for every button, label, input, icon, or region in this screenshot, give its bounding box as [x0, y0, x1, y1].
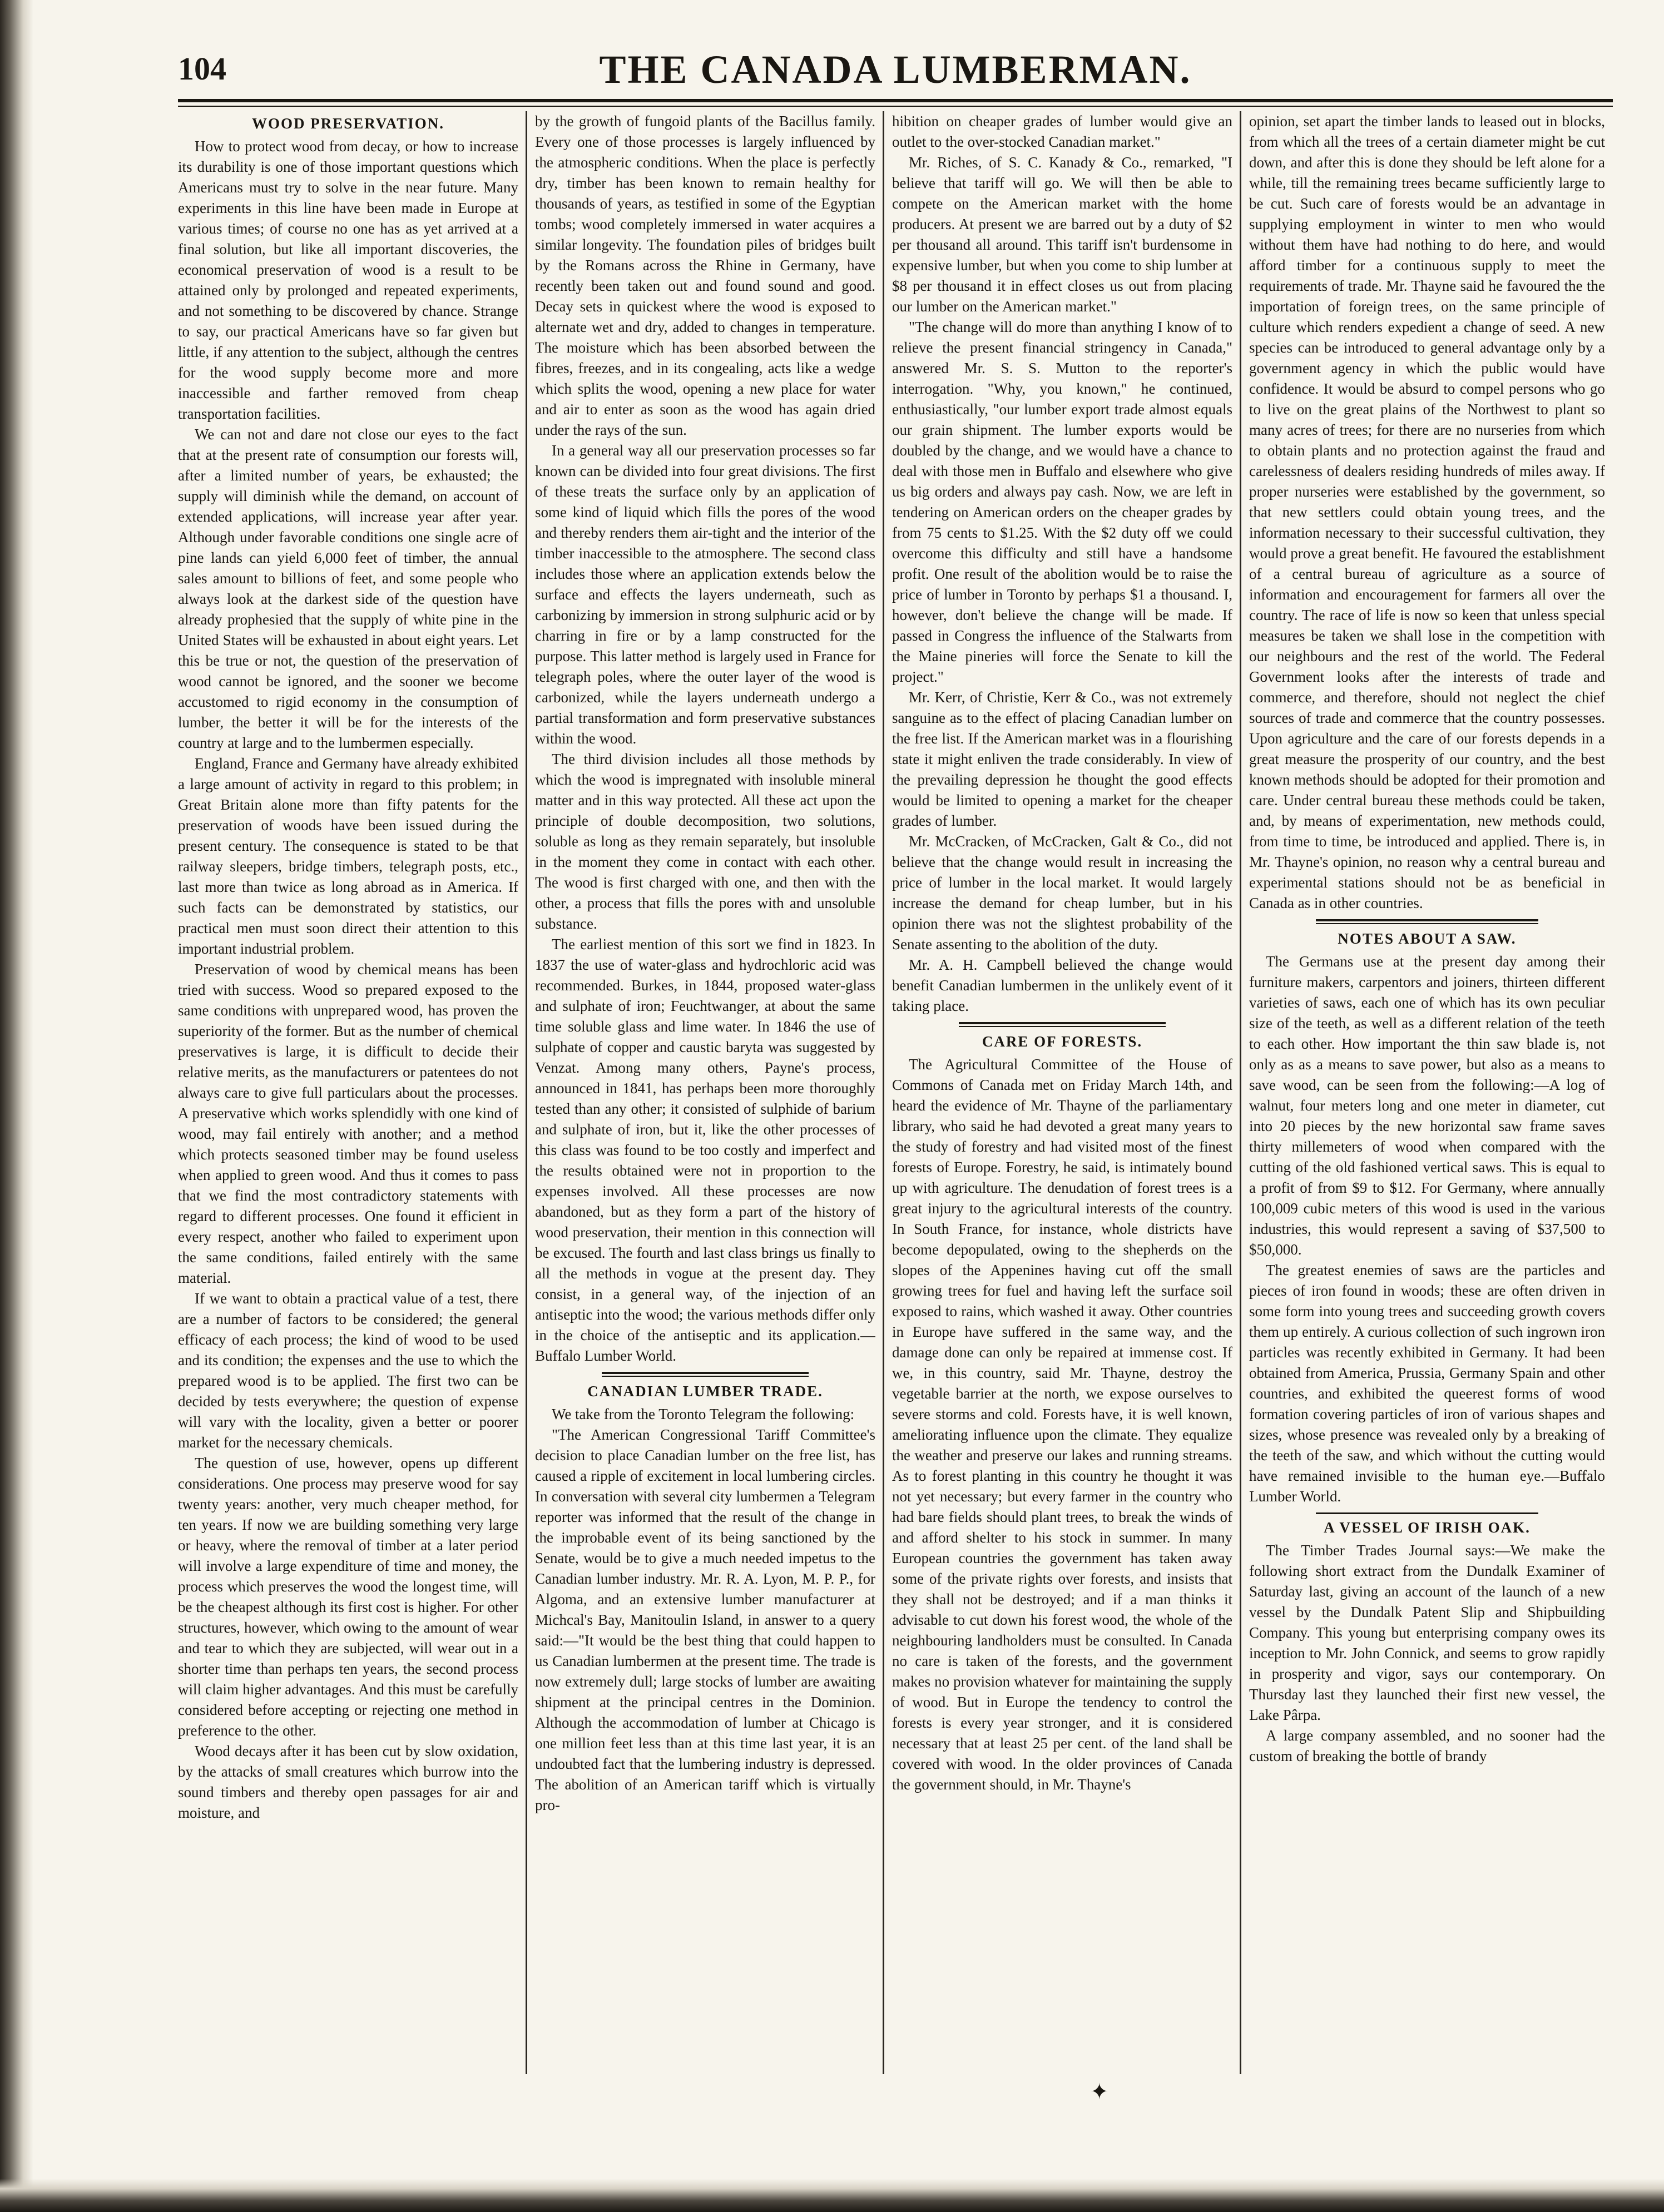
article-paragraph: The Germans use at the present day among their furniture makers, carpentors and joiners, thirteen different varieties of saws, each one of which has its own peculiar size of the teeth, as well as a different relation of the teeth to each other. How important the thin saw blade is, not only as as a means to save power, but also as a means to save wood, can be seen from the following:—A log of walnut, four meters long and one meter in diameter, cut into 20 pieces by the new horizontal saw frame saves thirty millemeters of wood when compared with the cutting of the old fashioned vertical saws. This is equal to a profit of from $9 to $12. For Germany, where annually 100,009 cubic meters of this wood is used in the various industries, this would represent a saving of $37,500 to $50,000.	[1249, 953, 1605, 1258]
article-paragraph: In a general way all our preservation processes so far known can be divided into four great divisions. The first of these treats the surface only by an application of some kind of liquid which fills the pores of the wood and thereby renders them air-tight and the interior of the timber inaccessible to the atmosphere. The second class includes those where an application extends below the surface and effects the layers underneath, such as carbonizing by immersion in strong sulphuric acid or by charring in fire or by a lamp constructed for the purpose. This latter method is largely used in France for telegraph poles, where the outer layer of the wood is carbonized, while the layers underneath undergo a partial transformation and form preservative substances within the wood.	[535, 442, 875, 747]
headline-wood-preservation: WOOD PRESERVATION.	[251, 115, 445, 132]
column-1	[178, 111, 518, 2080]
article-paragraph: The third division includes all those methods by which the wood is impregnated with insoluble mineral matter and in this way protected. All these act upon the principle of double decomposition, two solutions, soluble as long as they remain separately, but insoluble in the moment they come in contact with each other. The wood is first charged with one, and then with the other, a process that fills the pores with and unsoluble substance.	[535, 751, 875, 932]
article-paragraph: A large company assembled, and no sooner had the custom of breaking the bottle of brandy	[1249, 1727, 1605, 1764]
column-3	[892, 111, 1232, 2080]
article-paragraph: The greatest enemies of saws are the particles and pieces of iron found in woods; these are often driven in some form into young trees and succeeding growth covers them up entirely. A curious collection of such ingrown iron particles was recently exhibited in Germany. It had been obtained from America, Prussia, Germany Spain and other countries, and exhibited the queerest forms of wood formation covering particles of iron of various shapes and sizes, whose presence was revealed only by a breaking of the teeth of the saw, and which without the cutting would have remained invisible to the human eye.—Buffalo Lumber World.	[1249, 1262, 1605, 1505]
footer-ornament-icon: ✦	[1090, 2079, 1109, 2104]
article-paragraph: The earliest mention of this sort we find in 1823. In 1837 the use of water-glass and hydrochloric acid was recommended. Burkes, in 1844, proposed water-glass and sulphate of iron; Feuchtwanger, at about the same time soluble glass and lime water. In 1846 the use of sulphate of copper and caustic baryta was suggested by Venzat. Among many others, Payne's process, announced in 1841, has perhaps been more thoroughly tested than any other; it consisted of sulphide of barium and sulphate of iron, but it, like the other processes of this class was found to be too costly and imperfect and the results obtained were not in proportion to the expenses involved. All these processes are now abandoned, but as they form a part of the history of wood preservation, their mention in this connection will be excused. The fourth and last class brings us finally to all the methods in vogue at the present day. They consist, in a general way, of the injection of an antiseptic into the wood; the various methods differ only in the choice of the antiseptic and its application.—Buffalo Lumber World.	[535, 936, 875, 1364]
article-paragraph: Wood decays after it has been cut by slow oxidation, by the attacks of small creatures which burrow into the sound timbers and thereby open passages for air and moisture, and	[178, 1743, 518, 1821]
article-paragraph: by the growth of fungoid plants of the Bacillus family. Every one of those processes is largely influenced by the atmospheric conditions. When the place is perfectly dry, timber has been known to remain healthy for thousands of years, as testified in some of the Egyptian tombs; wood completely immersed in water acquires a similar longevity. The foundation piles of bridges built by the Romans across the Rhine in Germany, have recently been taken out and found sound and good. Decay sets in quickest where the wood is exposed to alternate wet and dry, added to changes in temperature. The moisture which has been absorbed between the fibres, freezes, and in its congealing, acts like a wedge which splits the wood, opening a new place for water and air to enter as soon as the wood has again dried under the rays of the sun.	[535, 113, 875, 438]
header-rule	[178, 99, 1613, 102]
article-paragraph: Mr. Riches, of S. C. Kanady & Co., remarked, "I believe that tariff will go. We will then be able to compete on the American market with the home producers. At present we are barred out by a duty of $2 per thousand all around. This tariff isn't burdensome in expensive lumber, but when you come to ship lumber at $8 per thousand it in effect closes us out from placing our lumber on the American market."	[892, 154, 1232, 315]
article-paragraph: The Timber Trades Journal says:—We make the following short extract from the Dundalk Examiner of Saturday last, giving an account of the launch of a new vessel by the Dundalk Patent Slip and Shipbuilding Company. This young but enterprising company owes its inception to Mr. John Connick, and seems to grow rapidly in prosperity and vigor, says our contemporary. On Thursday last they launched their first new vessel, the Lake Pârpa.	[1249, 1542, 1605, 1723]
article-paragraph: hibition on cheaper grades of lumber would give an outlet to the over-stocked Canadian market."	[892, 113, 1232, 150]
column-4	[1249, 111, 1605, 2080]
article-paragraph: The question of use, however, opens up different considerations. One process may preserve wood for say twenty years: another, very much cheaper method, for ten years. If now we are building something very large or heavy, where the removal of timber at a later period will involve a large expenditure of time and money, the process which preserves the wood the longest time, will be the cheapest although its first cost is higher. For other structures, however, which owing to the amount of wear and tear to which they are subjected, will wear out in a shorter time than perhaps ten years, the second process will claim higher advantages. And this must be carefully considered before accepting or rejecting one method in preference to the other.	[178, 1455, 518, 1739]
column-rule	[883, 111, 884, 2074]
headline-vessel-of-irish-oak: A VESSEL OF IRISH OAK.	[1324, 1519, 1531, 1536]
article-paragraph: opinion, set apart the timber lands to leased out in blocks, from which all the trees of a certain diameter might be cut down, and after this is done they should be left alone for a while, till the remaining trees became sufficiently large to be cut. Such care of forests would be an advantage in supplying employment in winter to men who would without them have had nothing to do here, and would afford timber for a continuous supply to meet the requirements of trade. Mr. Thayne said he favoured the the importation of foreign trees, on the same principle of culture which renders expedient a change of seed. A new species can be introduced to general advantage only by a government agency in which the public would have confidence. It would be absurd to compel persons who go to live on the great plains of the Northwest to plant so many acres of trees; for there are no nurseries from which to obtain plants and no protection against the fraud and carelessness of dealers residing hundreds of miles away. If proper nurseries were established by the government, so that new settlers could obtain young trees, and the information necessary to their successful cultivation, they would prove a great benefit. He favoured the establishment of a central bureau of agriculture as a source of information and encouragement for farmers all over the country. The race of life is now so keen that unless special measures be taken we shall lose in the competition with our neighbours and the rest of the world. The Federal Government looks after the interests of trade and commerce, and therefore, should not neglect the chief sources of trade and commerce that the country possesses. Upon agriculture and the care of our forests depends in a great measure the prosperity of our country, and the best known methods should be adopted for their promotion and care. Under central bureau these methods could be taken, and, by means of experimentation, new methods could, from time to time, be introduced and applied. There is, in Mr. Thayne's opinion, no reason why a central bureau and experimental stations should not be as beneficial in Canada as in other countries.	[1249, 113, 1605, 911]
section-divider	[959, 1022, 1166, 1027]
column-2	[535, 111, 875, 2080]
headline-care-of-forests: CARE OF FORESTS.	[982, 1033, 1143, 1050]
column-rule	[526, 111, 527, 2074]
section-divider	[1316, 919, 1538, 924]
article-paragraph: "The change will do more than anything I know of to relieve the present financial stringency in Canada," answered Mr. S. S. Mutton to the reporter's interrogation. "Why, you known," he continued, enthusiastically, "our lumber export trade almost equals our grain shipment. The lumber exports would be doubled by the change, and we would have a chance to deal with those men in Buffalo and elsewhere who give us big orders and always pay cash. Now, we are left in tendering on American orders on the cheaper grades by from 75 cents to $1.25. With the $2 duty off we could overcome this difficulty and still have a handsome profit. One result of the abolition would be to raise the price of lumber in Toronto by perhaps $1 a thousand. I, however, don't believe the change will be made. If passed in Congress the influence of the Stalwarts from the Maine pineries will force the Senate to kill the project."	[892, 319, 1232, 685]
article-paragraph: We take from the Toronto Telegram the following:	[552, 1406, 855, 1422]
header-rule-thin	[178, 106, 1613, 107]
scan-shadow-bottom	[0, 2179, 1664, 2212]
headline-canadian-lumber-trade: CANADIAN LUMBER TRADE.	[587, 1383, 823, 1400]
article-paragraph: England, France and Germany have already exhibited a large amount of activity in regard to this problem; in Great Britain alone more than fifty patents for the preservation of woods have been issued during the present century. The consequence is stated to be that railway sleepers, bridge timbers, telegraph posts, etc., last more than twice as long abroad as in America. If such facts can be demonstrated by statistics, our practical men must soon direct their attention to this important industrial problem.	[178, 755, 518, 957]
scan-shadow-left	[0, 0, 33, 2212]
headline-notes-about-a-saw: NOTES ABOUT A SAW.	[1338, 930, 1517, 947]
article-paragraph: If we want to obtain a practical value of a test, there are a number of factors to be considered; the general efficacy of each process; the kind of wood to be used and its condition; the expenses and the use to which the prepared wood is to be applied. The first two can be decided by tests everywhere; the question of expense will vary with the locality, given a better or poorer market for the necessary chemicals.	[178, 1290, 518, 1451]
page-header	[178, 44, 1613, 95]
article-paragraph: How to protect wood from decay, or how to increase its durability is one of those important questions which Americans must try to solve in the near future. Many experiments in this line have been made in Europe at various times; of course no one has as yet arrived at a final solution, but like all important discoveries, the economical preservation of wood is a result to be attained only by prolonged and repeated experiments, and not something to be discovered by chance. Strange to say, our practical Americans have so far given but little, if any attention to the subject, although the centres for the wood supply become more and more inaccessible and farther removed from cheap transportation facilities.	[178, 138, 518, 422]
article-paragraph: Mr. McCracken, of McCracken, Galt & Co., did not believe that the change would result in increasing the price of lumber in the local market. It would largely increase the demand for cheap lumber, but in his opinion there was not the slightest probability of the Senate assenting to the abolition of the duty.	[892, 833, 1232, 953]
article-paragraph: "The American Congressional Tariff Committee's decision to place Canadian lumber on the free list, has caused a ripple of excitement in local lumbering circles. In conversation with several city lumbermen a Telegram reporter was informed that the result of the change in the improbable event of its being sanctioned by the Senate, would be to give a much needed impetus to the Canadian lumber industry. Mr. R. A. Lyon, M. P. P., for Algoma, and an extensive lumber manufacturer at Michcal's Bay, Manitoulin Island, in answer to a query said:—"It would be the best thing that could happen to us Canadian lumbermen at the present time. The trade is now extremely dull; large stocks of lumber are awaiting shipment at the principal centres in the Dominion. Although the accommodation of lumber at Chicago is one million feet less than at this time last year, it is an undoubted fact that the lumbering industry is depressed. The abolition of an American tariff which is virtually pro-	[535, 1426, 875, 1813]
section-divider	[602, 1372, 809, 1377]
article-paragraph: Mr. Kerr, of Christie, Kerr & Co., was not extremely sanguine as to the effect of placing Canadian lumber on the free list. If the American market was in a flourishing state it might enliven the trade considerably. In view of the prevailing depression he thought the good effects would be limited to opening a market for the cheaper grades of lumber.	[892, 689, 1232, 829]
masthead-title: THE CANADA LUMBERMAN.	[599, 47, 1192, 92]
page-number: 104	[178, 51, 226, 87]
article-paragraph: The Agricultural Committee of the House of Commons of Canada met on Friday March 14th, and heard the evidence of Mr. Thayne of the parliamentary library, who said he had devoted a great many years to the study of forestry and had visited most of the finest forests of Europe. Forestry, he said, is intimately bound up with agriculture. The denudation of forest trees is a great injury to the agricultural interests of the country. In South France, for instance, whole districts have become depopulated, owing to the shepherds on the slopes of the Appenines having cut off the small growing trees for fuel and having left the surface soil exposed to rains, which washed it away. Other countries in Europe have suffered in the same way, and the damage done can only be repaired at immense cost. If we, in this country, said Mr. Thayne, destroy the vegetable barrier at the north, we expose ourselves to severe storms and cold. Forests have, it is well known, ameliorating influence upon the climate. They equalize the weather and preserve our lakes and running streams. As to forest planting in this country he thought it was not yet necessary; but every farmer in the country who had bare fields should plant trees, to break the winds of and afford shelter to his stock in summer. In many European countries the government has taken away some of the private rights over forests, and insists that they shall not be destroyed; and if a man thinks it advisable to cut down his forest wood, the whole of the neighbouring landholders must be consulted. In Canada no care is taken of the forests, and the government makes no provision whatever for maintaining the supply of wood. But in Europe the tendency to control the forests is every year stronger, and it is considered necessary that at least 25 per cent. of the land shall be covered with wood. In the older provinces of Canada the government should, in Mr. Thayne's	[892, 1056, 1232, 1793]
column-rule	[1240, 111, 1241, 2074]
article-paragraph: We can not and dare not close our eyes to the fact that at the present rate of consumption our forests will, after a limited number of years, be exhausted; the supply will diminish while the demand, on account of extended applications, will increase year after year. Although under favorable conditions one single acre of pine lands can yield 6,000 feet of timber, the annual sales amount to billions of feet, and some people who always look at the darkest side of the question have already prophesied that the supply of white pine in the United States will be exhausted in about eight years. Let this be true or not, the question of the preservation of wood cannot be ignored, and the sooner we become accustomed to rigid economy in the consumption of lumber, the better it will be for the interests of the country at large and to the lumbermen especially.	[178, 426, 518, 751]
article-paragraph: Mr. A. H. Campbell believed the change would benefit Canadian lumbermen in the unlikely event of it taking place.	[892, 956, 1232, 1014]
article-paragraph: Preservation of wood by chemical means has been tried with success. Wood so prepared exposed to the same conditions with unprepared wood, has proven the superiority of the former. But as the number of chemical preservatives is large, it is difficult to decide their relative merits, as the manufacturers or patentees do not always care to give full particulars about the processes. A preservative which works splendidly with one kind of wood, may fail entirely with another; and a method which protects seasoned timber may be found useless when applied to green wood. And thus it comes to pass that we find the most contradictory statements with regard to different processes. One found it efficient in every respect, another who failed to experiment upon the same conditions, failed entirely with the same material.	[178, 961, 518, 1286]
section-divider	[1316, 1512, 1538, 1514]
